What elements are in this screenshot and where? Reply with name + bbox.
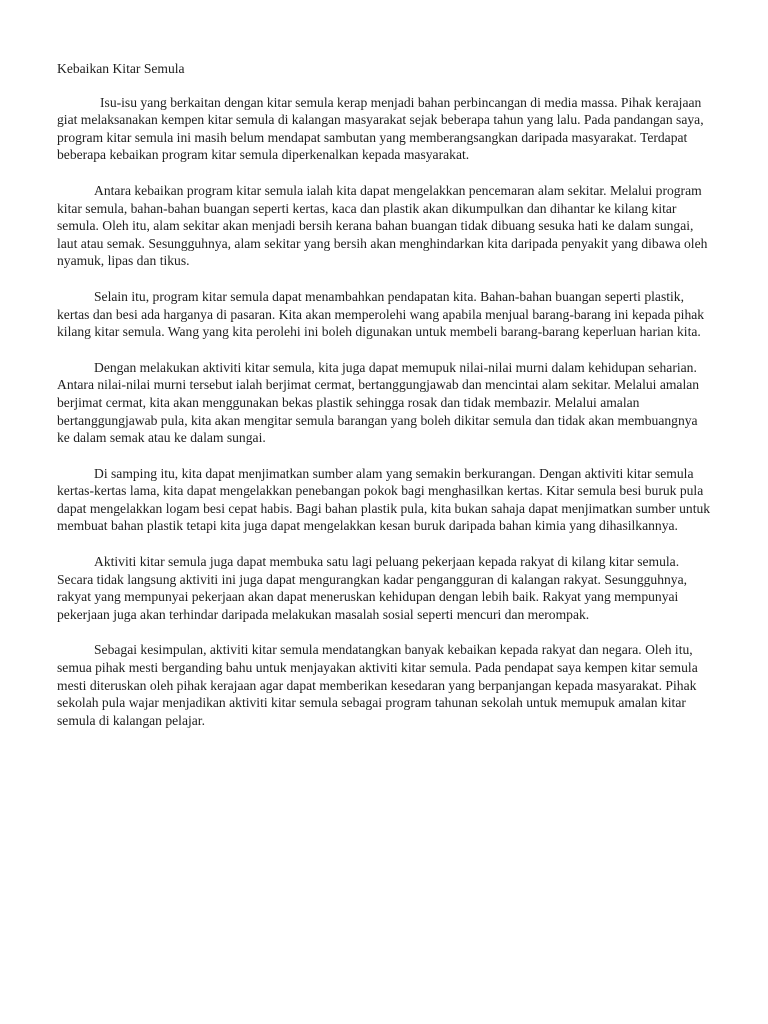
paragraph-point-income: Selain itu, program kitar semula dapat menambahkan pendapatan kita. Bahan-bahan buangan seperti plastik, kertas dan besi ada harganya di pasaran. Kita akan memperolehi wang apabila menjual barang-barang ini kepada pihak kilang kitar semula. Wang yang kita perolehi ini boleh digunakan untuk membeli barang-barang keperluan harian kita. [57,288,705,340]
document-body [57,60,712,747]
paragraph-conclusion: Sebagai kesimpulan, aktiviti kitar semula mendatangkan banyak kebaikan kepada rakyat dan negara. Oleh itu, semua pihak mesti berganding bahu untuk menjayakan aktiviti kitar semula. Pada pendapat saya kempen kitar semula mesti diteruskan oleh pihak kerajaan agar dapat memberikan kesedaran yang berpanjangan kepada masyarakat. Pihak sekolah pula wajar menjadikan aktiviti kitar semula sebagai program tahunan sekolah untuk memupuk amalan kitar semula di kalangan pelajar. [57,642,698,728]
paragraph-introduction: Isu-isu yang berkaitan dengan kitar semula kerap menjadi bahan perbincangan di media massa. Pihak kerajaan giat melaksanakan kempen kitar semula di kalangan masyarakat sejak beberapa tahun yang lalu. Pada pandangan saya, program kitar semula ini masih belum mendapat sambutan yang memberangsangkan daripada masyarakat. Terdapat beberapa kebaikan program kitar semula diperkenalkan kepada masyarakat. [57,94,704,163]
paragraph-point-resources: Di samping itu, kita dapat menjimatkan sumber alam yang semakin berkurangan. Dengan aktiviti kitar semula kertas-kertas lama, kita dapat mengelakkan penebangan pokok bagi menghasilkan kertas. Kitar semula besi buruk pula dapat mengelakkan logam besi cepat habis. Bagi bahan plastik pula, kita bukan sahaja dapat menjimatkan sumber untuk membuat bahan plastik tetapi kita juga dapat mengelakkan kesan buruk daripada bahan kimia yang dihasilkannya. [57,465,711,534]
paragraph-point-values: Dengan melakukan aktiviti kitar semula, kita juga dapat memupuk nilai-nilai murni dalam kehidupan seharian. Antara nilai-nilai murni tersebut ialah berjimat cermat, bertanggungjawab dan mencintai alam sekitar. Melalui amalan berjimat cermat, kita akan menggunakan bekas plastik sehingga rosak dan tidak membazir. Melalui amalan bertanggungjawab pula, kita akan mengitar semula barangan yang boleh dikitar semula dan tidak akan membuangnya ke dalam semak atau ke dalam sungai. [57,359,700,446]
paragraph-point-pollution: Antara kebaikan program kitar semula ialah kita dapat mengelakkan pencemaran alam sekitar. Melalui program kitar semula, bahan-bahan buangan seperti kertas, kaca dan plastik akan dikumpulkan dan dihantar ke kilang kitar semula. Oleh itu, alam sekitar akan menjadi bersih kerana bahan buangan tidak dibuang sesuka hati ke dalam sungai, laut atau semak. Sesungguhnya, alam sekitar yang bersih akan menghindarkan kita daripada penyakit yang dibawa oleh nyamuk, lipas dan tikus. [57,182,708,269]
paragraph-point-employment: Aktiviti kitar semula juga dapat membuka satu lagi peluang pekerjaan kepada rakyat di kilang kitar semula. Secara tidak langsung aktiviti ini juga dapat mengurangkan kadar pengangguran di kalangan rakyat. Sesungguhnya, rakyat yang mempunyai pekerjaan akan dapat meneruskan kehidupan dengan lebih baik. Rakyat yang mempunyai pekerjaan juga akan terhindar daripada melakukan masalah sosial seperti mencuri dan merompak. [57,554,688,622]
document-title: Kebaikan Kitar Semula [57,61,185,76]
